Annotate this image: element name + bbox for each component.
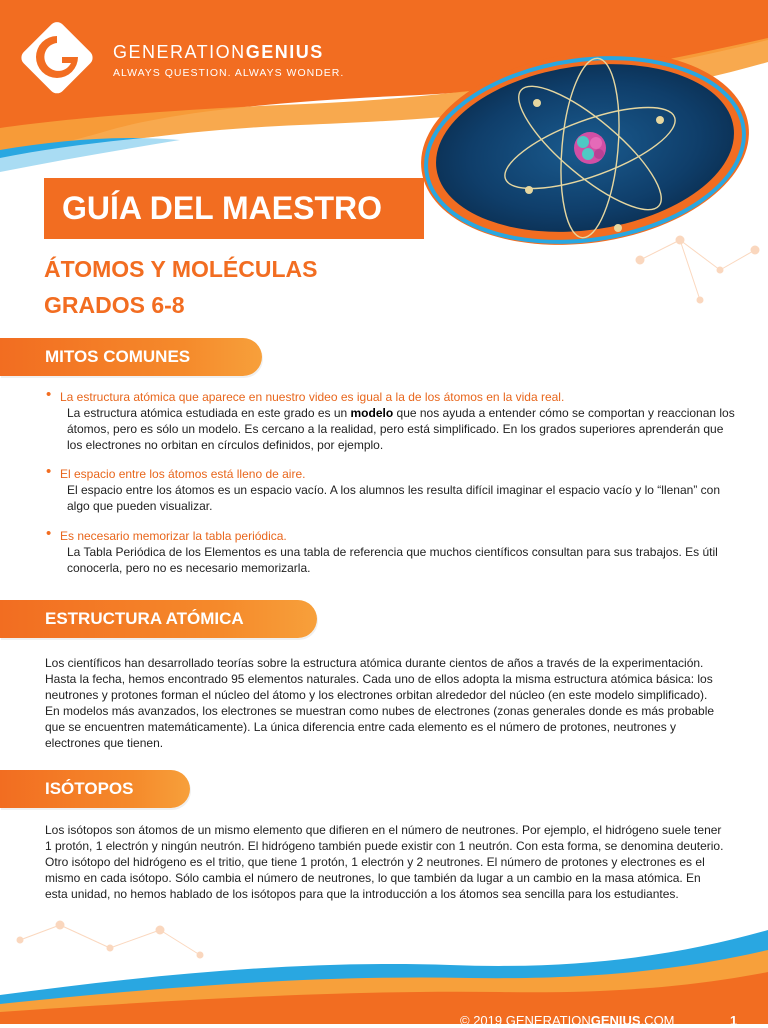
- footer-suffix: .COM: [640, 1013, 675, 1028]
- myth-statement: El espacio entre los átomos está lleno de aire.: [60, 467, 306, 481]
- myth-item: [46, 463, 736, 514]
- brand-name-bold: GENIUS: [245, 42, 324, 62]
- myth-explanation: La Tabla Periódica de los Elementos es una tabla de referencia que muchos científicos consultan para sus trabajos. Es útil conocerla, pero no es necesario memorizarla.: [67, 545, 718, 575]
- myth-explanation-bold: modelo: [350, 406, 394, 420]
- brand-name: [113, 42, 344, 63]
- myth-explanation-text: que nos ayuda a entender cómo se comportan y reaccionan los átomos, pero es sólo un modelo. Es cercano a la realidad, pero está simplificado. En los grados superiores aprenderán que los electrones no orbitan en círculos definidos, por ejemplo.: [67, 406, 735, 452]
- footer-copyright: [460, 1013, 675, 1028]
- section-heading-myths: MITOS COMUNES: [0, 338, 262, 376]
- page-number: 1: [730, 1013, 738, 1028]
- bullet-icon: •: [46, 386, 52, 403]
- myth-statement: La estructura atómica que aparece en nuestro video es igual a la de los átomos en la vida real.: [60, 390, 565, 404]
- brand-tagline: ALWAYS QUESTION. ALWAYS WONDER.: [113, 67, 345, 79]
- unit-title: ÁTOMOS Y MOLÉCULAS: [44, 256, 318, 282]
- grade-level: GRADOS 6-8: [44, 292, 185, 318]
- myth-explanation: [67, 405, 736, 453]
- brand-name-regular: GENERATION: [113, 42, 246, 62]
- myth-item: [46, 525, 736, 576]
- myth-item: [46, 386, 736, 453]
- isotopes-text: Los isótopos son átomos de un mismo elemento que difieren en el número de neutrones. Por ejemplo, el hidrógeno suele tener 1 protón, 1 electrón y ningún neutrón. El hidrógeno también puede existir con 1 neutrón. Con esta forma, se denomina deuterio. Otro isótopo del hidrógeno es el tritio, que tiene 1 protón, 1 electrón y 2 neutrones. El número de protones y electrones es el mismo en cada isótopo. Sólo cambia el número de neutrones, lo que también da lugar a un cambio en la masa atómica. En esta unidad, no hemos hablado de los isótopos para que la introducción a los átomos sea sencilla para los estudiantes.: [45, 823, 724, 901]
- section-heading-atomic-structure: ESTRUCTURA ATÓMICA: [0, 600, 317, 638]
- footer-brand-bold: GENIUS: [590, 1013, 641, 1028]
- myth-explanation-text: La estructura atómica estudiada en este grado es un: [67, 406, 351, 420]
- bullet-icon: •: [46, 525, 52, 542]
- myth-explanation: El espacio entre los átomos es un espacio vacío. A los alumnos les resulta difícil imaginar el espacio vacío y lo “llenan” con algo que pueden visualizar.: [67, 483, 721, 513]
- bullet-icon: •: [46, 463, 52, 480]
- brand-logo: [113, 42, 344, 79]
- atomic-structure-text: Los científicos han desarrollado teorías sobre la estructura atómica durante cientos de años a través de la experimentación. Hasta la fecha, hemos encontrado 95 elementos naturales. Cada uno de ellos adopta la misma estructura atómica básica: los neutrones y protones forman el núcleo del átomo y los electrones orbitan alrededor del núcleo (en este modelo simplificado). En modelos más avanzados, los electrones se muestran como nubes de electrones (zonas generales donde es más probable que se encuentren matemáticamente). La única diferencia entre cada elemento es el número de protones, neutrones y electrones que tienen.: [45, 656, 715, 750]
- myth-statement: Es necesario memorizar la tabla periódica.: [60, 529, 287, 543]
- section-heading-isotopes: ISÓTOPOS: [0, 770, 190, 808]
- page-title: GUÍA DEL MAESTRO: [44, 178, 424, 239]
- footer-prefix: © 2019 GENERATION: [460, 1013, 591, 1028]
